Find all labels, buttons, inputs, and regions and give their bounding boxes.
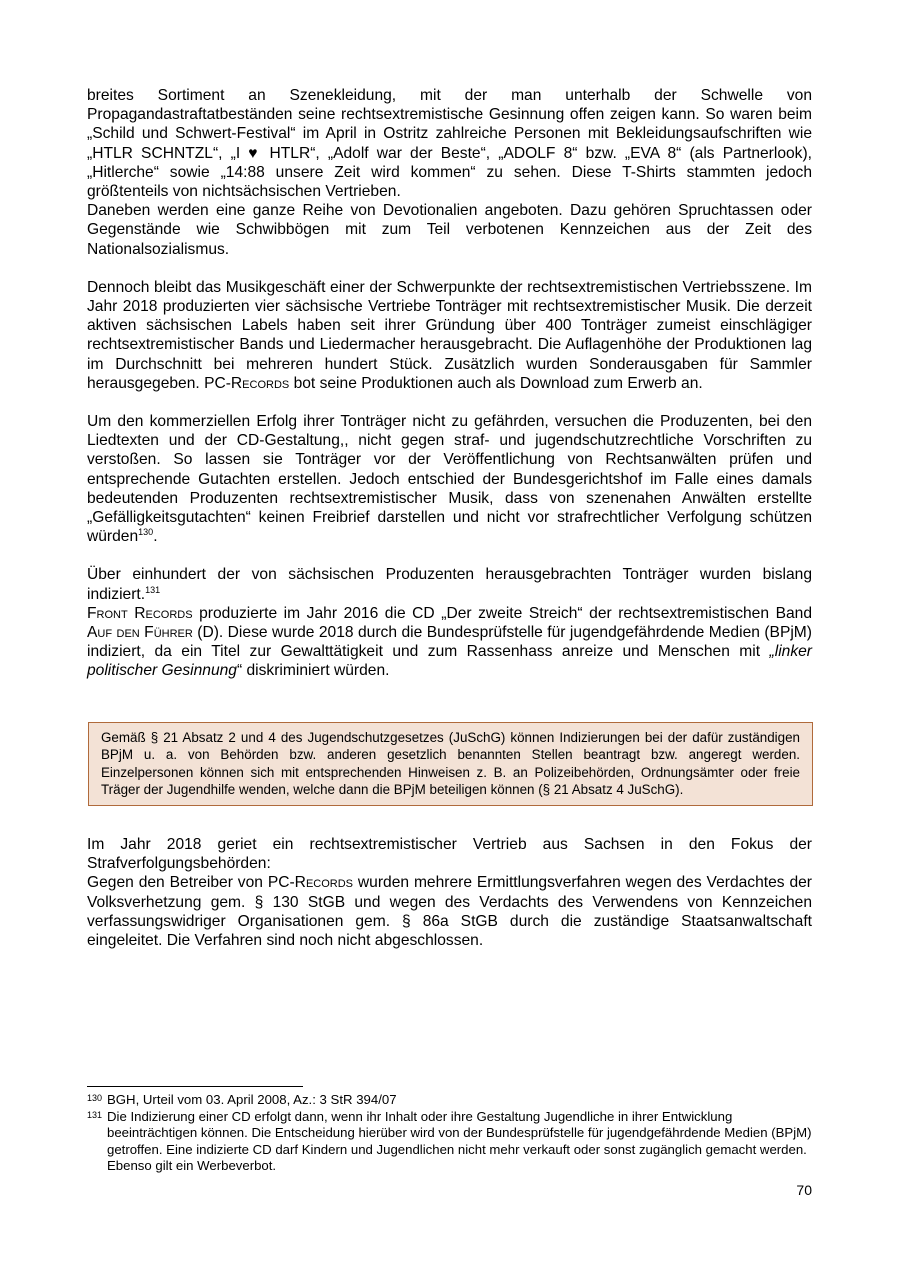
footnote-number: 130: [87, 1093, 103, 1103]
paragraph-front-records: Front Records produzierte im Jahr 2016 die CD „Der zweite Streich“ der rechtsextremistischen Band Auf den Führer (D). Diese wurde 2018 durch die Bundesprüfstelle für jugendgefährdende Medien (BPjM) indiziert, da ein Titel zur Gewalttätigkeit und zum Rassenhass anreize und Menschen mit „linker politischer Gesinnung“ diskriminiert würden.: [87, 604, 812, 680]
label-name: Front Records: [87, 604, 193, 622]
paragraph-music-business: Dennoch bleibt das Musikgeschäft einer der Schwerpunkte der rechtsextremistischen Vertriebsszene. Im Jahr 2018 produzierten vier sächsische Vertriebe Tonträger mit rechtsextremistischer Musik. Die derzeit aktiven sächsischen Labels haben seit ihrer Gründung über 400 Tonträger zumeist einschlägiger rechtsextremistischer Bands und Liedermacher herausgebracht. Die Auflagenhöhe der Produktionen lag im Durchschnitt bei mehreren hundert Stück. Zusätzlich wurden Sonderausgaben für Sammler herausgegeben. PC-Records bot seine Produktionen auch als Download zum Erwerb an.: [87, 278, 812, 392]
body-text-lower: [87, 835, 812, 950]
page-number: 70: [796, 1182, 812, 1198]
paragraph-investigation: Gegen den Betreiber von PC-Records wurden mehrere Ermittlungsverfahren wegen des Verdachtes der Volksverhetzung gem. § 130 StGB und wegen des Verdachts des Verwendens von Kennzeichen verfassungswidriger Organisationen gem. § 86a StGB durch die zuständige Staatsanwaltschaft eingeleitet. Die Verfahren sind noch nicht abgeschlossen.: [87, 874, 812, 950]
label-name: PC-Records: [267, 874, 354, 892]
footnote-separator: [87, 1086, 303, 1087]
footnote-131: [87, 1109, 812, 1175]
paragraph-devotionalien: Daneben werden eine ganze Reihe von Devotionalien angeboten. Dazu gehören Spruchtassen oder Gegenstände wie Schwibbögen mit zum Teil verbotenen Kennzeichen aus der Zeit des Nationalsozialismus.: [87, 202, 812, 258]
quote-emphasis: „linker politischer Gesinnung: [87, 643, 812, 680]
footnote-130: [87, 1092, 812, 1109]
body-text-upper: [87, 86, 812, 681]
paragraph-clothing: breites Sortiment an Szenekleidung, mit der man unterhalb der Schwelle von Propagandastraftatbeständen seine rechtsextremistische Gesinnung offen zeigen kann. So waren beim „Schild und Schwert-Festival“ im April in Ostritz zahlreiche Personen mit Bekleidungsaufschriften wie „HTLR SCHNTZL“, „I ♥ HTLR“, „Adolf war der Beste“, „ADOLF 8“ bzw. „EVA 8“ (als Partnerlook), „Hitlerche“ sowie „14:88 unsere Zeit wird kommen“ zu sehen. Diese T-Shirts stammten jedoch größtenteils von nichtsächsischen Vertrieben.: [87, 87, 812, 201]
band-name: Auf den Führer: [87, 624, 193, 642]
paragraph-indexed: Über einhundert der von sächsischen Produzenten herausgebrachten Tonträger wurden bislang indiziert.$^{131}$: [87, 566, 812, 603]
label-name: PC-Records: [204, 374, 290, 392]
footnote-ref-131[interactable]: 131: [145, 584, 161, 595]
paragraph-investigation-intro: Im Jahr 2018 geriet ein rechtsextremistischer Vertrieb aus Sachsen in den Fokus der Strafverfolgungsbehörden:: [87, 836, 812, 873]
info-box: [88, 722, 813, 806]
paragraph-legal-review: Um den kommerziellen Erfolg ihrer Tonträger nicht zu gefährden, versuchen die Produzenten, bei den Liedtexten und der CD-Gestaltung,, nicht gegen straf- und jugendschutzrechtliche Vorschriften zu verstoßen. So lassen sie Tonträger vor der Veröffentlichung von Rechtsanwälten prüfen und entsprechende Gutachten erstellen. Jedoch entschied der Bundesgerichtshof im Falle eines damals bedeutenden Produzenten rechtsextremistischer Musik, dass von szenenahen Anwälten erstellte „Gefälligkeitsgutachten“ keinen Freibrief darstellen und nicht vor strafrechtlicher Verfolgung schützen würden$^{130}$.: [87, 413, 812, 546]
footnote-text: Die Indizierung einer CD erfolgt dann, wenn ihr Inhalt oder ihre Gestaltung Jugendliche in ihrer Entwicklung beeinträchtigen können. Die Entscheidung hierüber wird von der Bundesprüfstelle für jugendgefährdende Medien (BPjM) getroffen. Eine indizierte CD darf Kindern und Jugendlichen nicht mehr verkauft oder sonst zugänglich gemacht werden. Ebenso gilt ein Werbeverbot.: [107, 1108, 812, 1174]
footnote-number: 131: [87, 1109, 103, 1120]
info-box-text: Gemäß § 21 Absatz 2 und 4 des Jugendschutzgesetzes (JuSchG) können Indizierungen bei der dafür zuständigen BPjM u. a. von Behörden bzw. anderen gesetzlich benannten Stellen beantragt bzw. angeregt werden. Einzelpersonen können sich mit entsprechenden Hinweisen z. B. an Polizeibehörden, Ordnungsämter oder freie Träger der Jugendhilfe wenden, welche dann die BPjM beteiligen können (§ 21 Absatz 4 JuSchG).: [101, 730, 800, 797]
footnote-ref-130[interactable]: 130: [138, 527, 154, 538]
footnotes: [87, 1092, 812, 1175]
footnote-text: BGH, Urteil vom 03. April 2008, Az.: 3 StR 394/07: [107, 1092, 397, 1107]
